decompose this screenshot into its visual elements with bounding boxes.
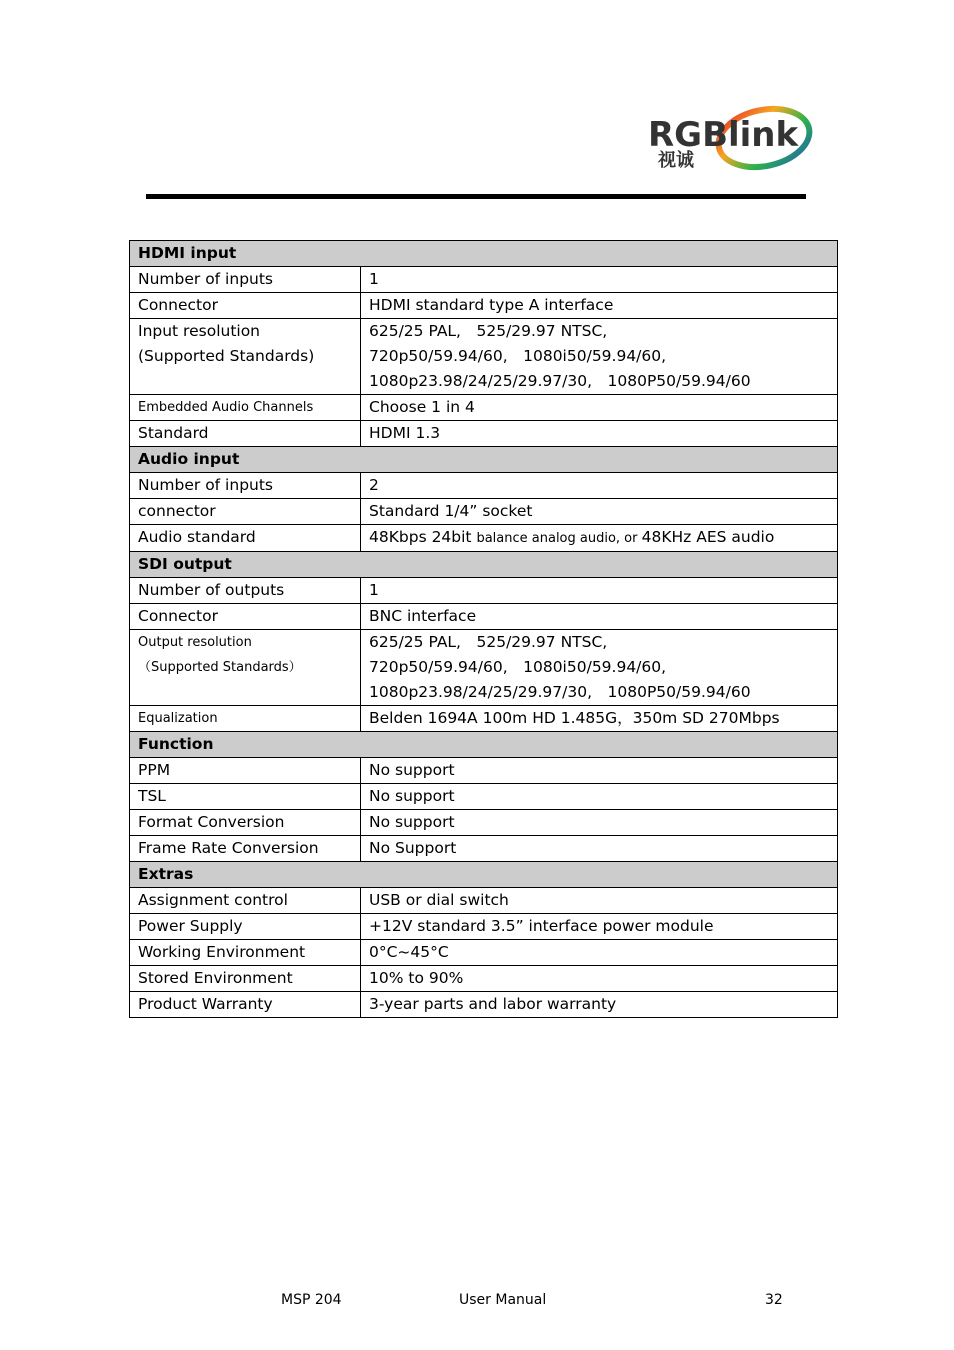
row-value	[361, 319, 838, 395]
row-value: 3-year parts and labor warranty	[361, 992, 838, 1018]
footer-page-number: 32	[765, 1292, 783, 1308]
row-label: Power Supply	[130, 914, 361, 940]
table-row	[130, 267, 838, 293]
row-label: Product Warranty	[130, 992, 361, 1018]
row-value: BNC interface	[361, 604, 838, 630]
table-row	[130, 836, 838, 862]
label-line: Output resolution	[138, 635, 252, 650]
section-sdi-output	[130, 552, 838, 578]
table-row	[130, 473, 838, 499]
value-line: 720p50/59.94/60, 1080i50/59.94/60,	[369, 347, 667, 365]
row-value: +12V standard 3.5” interface power module	[361, 914, 838, 940]
row-value: Choose 1 in 4	[361, 395, 838, 421]
row-label: Connector	[130, 293, 361, 319]
row-label: Embedded Audio Channels	[130, 395, 361, 421]
logo-wordmark: RGBlink	[648, 115, 799, 155]
row-value	[361, 630, 838, 706]
table-row	[130, 525, 838, 552]
table-row	[130, 784, 838, 810]
spec-table	[129, 240, 838, 1018]
value-line: 625/25 PAL, 525/29.97 NTSC,	[369, 322, 608, 340]
table-row	[130, 395, 838, 421]
section-extras	[130, 862, 838, 888]
row-label: Assignment control	[130, 888, 361, 914]
row-label: Number of inputs	[130, 473, 361, 499]
row-value: HDMI 1.3	[361, 421, 838, 447]
row-value	[361, 525, 838, 552]
table-row	[130, 499, 838, 525]
row-label: Number of outputs	[130, 578, 361, 604]
row-label: Equalization	[130, 706, 361, 732]
table-row	[130, 940, 838, 966]
row-label: Frame Rate Conversion	[130, 836, 361, 862]
section-function	[130, 732, 838, 758]
row-value: 2	[361, 473, 838, 499]
row-label: TSL	[130, 784, 361, 810]
table-row	[130, 706, 838, 732]
section-title: Audio input	[130, 447, 838, 473]
row-label: Number of inputs	[130, 267, 361, 293]
value-line: 1080p23.98/24/25/29.97/30, 1080P50/59.94/60	[369, 683, 751, 701]
row-value: Belden 1694A 100m HD 1.485G，350m SD 270Mbps	[361, 706, 838, 732]
row-label: Format Conversion	[130, 810, 361, 836]
table-row	[130, 810, 838, 836]
table-row	[130, 293, 838, 319]
row-value: HDMI standard type A interface	[361, 293, 838, 319]
footer-model: MSP 204	[281, 1292, 342, 1308]
row-value: 1	[361, 267, 838, 293]
row-label: Stored Environment	[130, 966, 361, 992]
row-value: No support	[361, 784, 838, 810]
row-label	[130, 319, 361, 395]
label-line: (Supported Standards)	[138, 347, 315, 365]
section-hdmi-input	[130, 241, 838, 267]
row-label: Connector	[130, 604, 361, 630]
value-part: balance analog audio, or	[476, 531, 642, 546]
section-audio-input	[130, 447, 838, 473]
row-label: PPM	[130, 758, 361, 784]
row-value: 0°C~45°C	[361, 940, 838, 966]
value-part: 48Kbps 24bit	[369, 528, 477, 546]
row-label: connector	[130, 499, 361, 525]
section-title: Extras	[130, 862, 838, 888]
table-row	[130, 888, 838, 914]
row-label	[130, 630, 361, 706]
section-title: SDI output	[130, 552, 838, 578]
table-row	[130, 604, 838, 630]
row-label: Audio standard	[130, 525, 361, 552]
label-line: Input resolution	[138, 322, 261, 340]
row-label: Standard	[130, 421, 361, 447]
section-title: HDMI input	[130, 241, 838, 267]
table-row	[130, 421, 838, 447]
section-title: Function	[130, 732, 838, 758]
row-value: No Support	[361, 836, 838, 862]
footer-doc-title: User Manual	[459, 1292, 547, 1308]
rgblink-logo	[646, 104, 816, 172]
table-row	[130, 914, 838, 940]
table-row	[130, 630, 838, 706]
logo-subtext: 视诚	[658, 150, 694, 171]
table-row	[130, 758, 838, 784]
row-value: USB or dial switch	[361, 888, 838, 914]
value-line: 625/25 PAL, 525/29.97 NTSC,	[369, 633, 608, 651]
row-value: 1	[361, 578, 838, 604]
row-value: Standard 1/4” socket	[361, 499, 838, 525]
value-line: 1080p23.98/24/25/29.97/30, 1080P50/59.94/60	[369, 372, 751, 390]
value-line: 720p50/59.94/60, 1080i50/59.94/60,	[369, 658, 667, 676]
value-part: 48KHz AES audio	[641, 528, 775, 546]
label-line: （Supported Standards）	[138, 660, 302, 675]
row-value: No support	[361, 810, 838, 836]
table-row	[130, 966, 838, 992]
table-row	[130, 319, 838, 395]
table-row	[130, 578, 838, 604]
row-label: Working Environment	[130, 940, 361, 966]
table-row	[130, 992, 838, 1018]
row-value: No support	[361, 758, 838, 784]
row-value: 10% to 90%	[361, 966, 838, 992]
header-rule	[146, 194, 806, 199]
